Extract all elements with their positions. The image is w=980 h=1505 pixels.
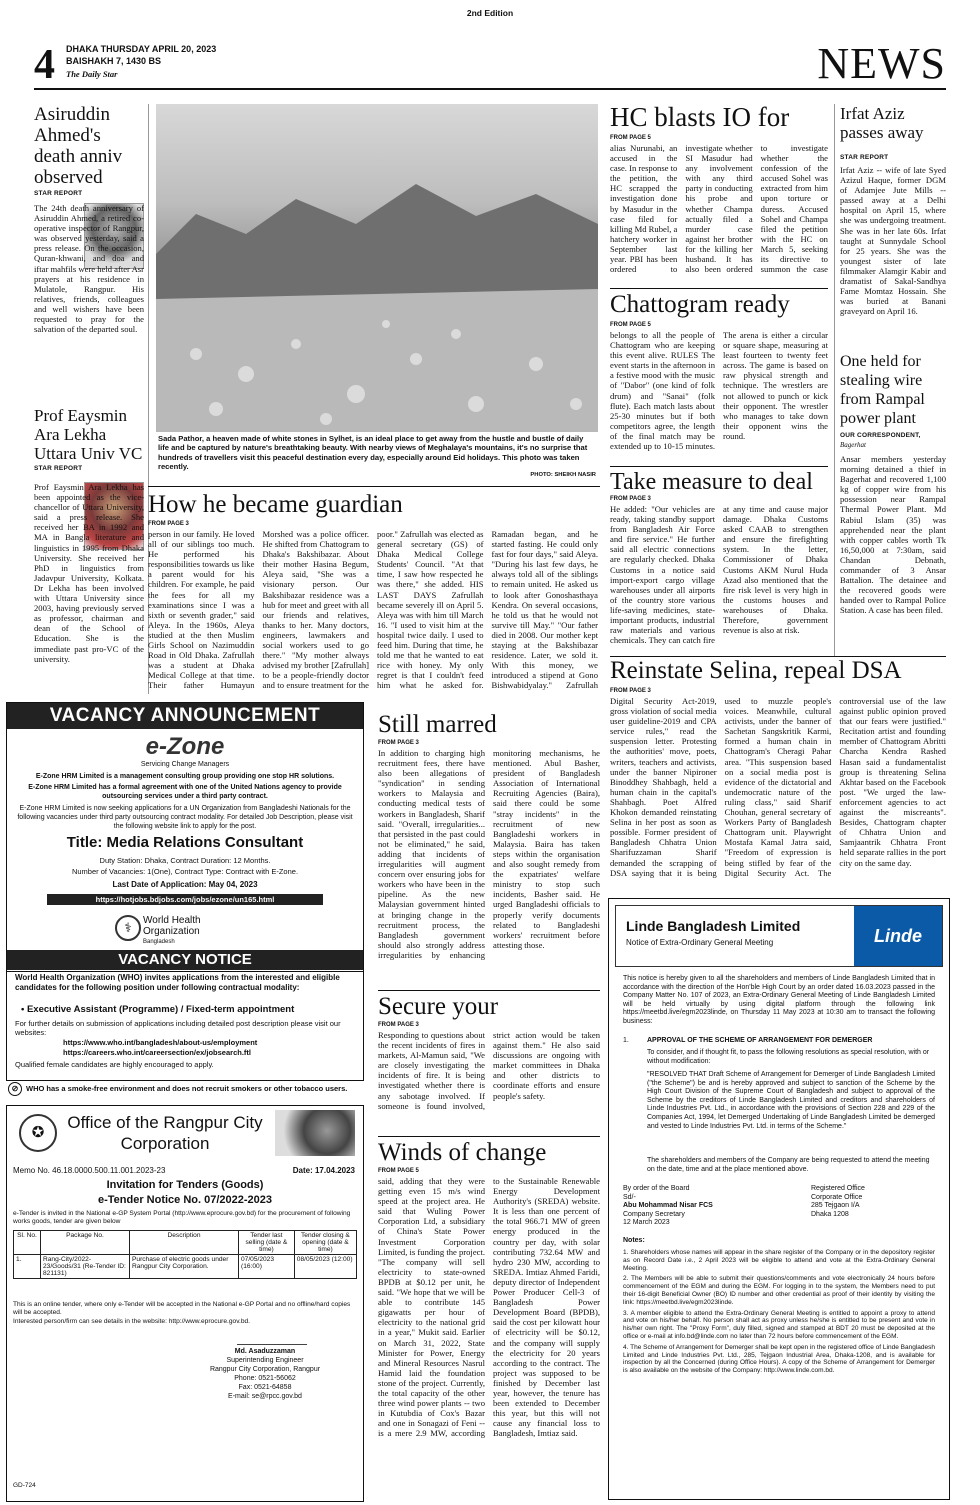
marred-body: In addition to charging high recruitment fees, there have also been allegations of "syndication" in sending workers to Malaysia and conducting medical tests of workers in Bangladesh, Sharif said. "Overall, irregularities... that persisted in the past could not be eliminated," he said, adding that incidents of irregularities will augment concern over ensuring jobs for workers who have been in the pipeline. As the new Malaysian government hinted at bringing change in the recruitment process, the Bangladesh government should also strongly address irregularities by enhancing monitoring mechanisms, he mentioned. Abul Basher, president of Bangladesh Association of International Recruiting Agencies (Baira), said there could be some "stray incidents" in the recruitment of new Bangladeshi workers in Malaysia. Baira has taken steps within the organisation and also sought remedy from the expatriates' welfare ministry to stop such incidents, Basher said. He urged Bangladeshi officials to properly verify documents related to Bangladeshi workers' recruitment before attesting those.	[378, 748, 600, 960]
rangpur-intro: e-Tender is invited in the National e-GP System Portal (http://www.eprocure.gov.bd) for the procurement of following works goods, tender are given below	[13, 1210, 351, 1225]
linde-subtitle: Notice of Extra-Ordinary General Meeting	[626, 938, 774, 947]
tender-cell: 08/05/2023 (12:00)	[294, 1255, 356, 1279]
who-ad	[6, 970, 364, 1081]
tender-header: Tender last selling (date & time)	[239, 1231, 295, 1255]
linde-note: 4. The Scheme of Arrangement for Demerger shall be kept open in the registered office of Linde Bangladesh Limited and Linde Industries Pvt. Ltd., 285, Tejgaon Industrial Area, Dhaka-1208, and is available for inspection by all the Concerned (during Office Hours). A copy of the Scheme of Arrangement for Demerger is also available on the website of the Company: http://www.linde.com.bd.	[623, 1343, 935, 1375]
tender-header: Description	[130, 1231, 239, 1255]
section-rule	[378, 990, 600, 991]
ezone-logo: e-Zone	[145, 733, 225, 760]
who-link-employment[interactable]: https://www.who.int/bangladesh/about-us/employment	[63, 1038, 258, 1047]
linde-sign-line: 12 March 2023	[623, 1219, 670, 1227]
sada-pathor-photo	[156, 104, 598, 432]
tender-cell: 07/05/2023 (16:00)	[239, 1255, 295, 1279]
rangpur-email[interactable]: E-mail: se@rpcc.gov.bd	[228, 1393, 302, 1400]
linde-sign-line: Abu Mohammad Nisar FCS	[623, 1202, 713, 1210]
section-title: NEWS	[817, 39, 946, 88]
rangpur-office: Office of the Rangpur City Corporation	[67, 1113, 263, 1153]
no-smoking-icon: ⊘	[8, 1082, 22, 1096]
who-smoke-free	[8, 1082, 358, 1096]
secure-headline: Secure your	[378, 993, 499, 1020]
tender-header: Tender closing & opening (date & time)	[294, 1231, 356, 1255]
tender-cell: Rang-City/2022-23/Goods/31 (Re-Tender ID: 821131)	[41, 1255, 130, 1279]
rangpur-seal-icon: ✪	[19, 1114, 57, 1152]
linde-right-address	[811, 1185, 865, 1219]
irfat-byline: STAR REPORT	[840, 154, 889, 161]
winds-body: said, adding that they were getting even 15 m/s wind speed at the project area. He said that Wuling Power Corporation Ltd, a subsidiary of China's State Power Investment Corporation Limited, is funding the project. "The company will sell electricity to state-owned BPDB at $0.12 per unit, he said. "We hope that we will be able to contribute 145 gigawatts per hour of electricity to the national grid in a year," Mukit said. Earlier on March 31, 2022, State Minister for Power, Energy and Mineral Resources Nasrul Hamid laid the foundation stone of the project. Currently, the total capacity of the other three wind power plants -- two in Kutubdia of Cox's Bazar and one in Sonagazi of Feni -- is a mere 2.9 MW, according to the Sustainable Renewable Energy Development Authority's (SREDA) website. It is less than one percent of the total 966.71 MW of green energy produced in the country per day, with solar contributing 732.64 MW and hydro 230 MW, according to SREDA. Imtiaz Ahmed Faridi, deputy director of Independent Power Producer Cell-3 of Bangladesh Power Development Board (BPDB), said the cost per kilowatt hour of electricity will be $0.12, and the company will supply the electricity for 20 years according to the contract. The project was supposed to be finished by December last year, however, the tenure has been extended to December this year, but this will not cause any financial loss to Bangladesh, Imtiaz said.	[378, 1176, 600, 1439]
eaysmin-body: Prof Eaysmin Ara Lekha has been appointed as the vice-chancellor of Uttara University, said a press release. She received her BA in 1992 and MA in Bangla literature and linguistics in 1995 from Dhaka University. She received her PhD in linguistics from Jadavpur University, Kolkata. Dr Lekha has been involved with Uttara University since 2003, having previously served as professor, chairman and dean of the School of Education. She is the immediate past pro-VC of the university.	[34, 482, 144, 664]
rangpur-code: GD-724	[13, 1482, 36, 1489]
tender-header-row	[14, 1231, 357, 1255]
irfat-headline: Irfat Aziz passes away	[840, 104, 924, 142]
ezone-intro-1: E-Zone HRM Limited is a management consulting group providing one stop HR solutions.	[35, 773, 335, 780]
winds-headline: Winds of change	[378, 1139, 547, 1166]
rampal-body: Ansar members yesterday morning detained a thief in Bagerhat and recovered 1,100 kg of copper wire from his possession near Rampal Thermal Power Plant. Md Rabiul Islam (35) was apprehended near the plant with copper cables worth Tk 16,50,000 at 7:30am, said Chandan Debnath, commander of 3 Ansar Battalion. The detainee and the recovered goods were handed over to Rampal Police Station. A case has been filed.	[840, 454, 946, 616]
rangpur-sign-name: Md. Asaduzzaman	[234, 1348, 296, 1355]
who-qualified-note: Qualified female candidates are highly encouraged to apply.	[15, 1060, 214, 1069]
ezone-intro-2: E-Zone HRM Limited has a formal agreement with one of the United Nations agency to provide outsourcing services under a third party contract.	[28, 784, 342, 800]
selina-dateline: FROM PAGE 3	[610, 688, 651, 694]
rangpur-phone: Phone: 0521-56062	[234, 1375, 296, 1382]
section-rule	[610, 466, 828, 467]
linde-sign-line: By order of the Board	[623, 1185, 690, 1192]
photo-credit: PHOTO: SHEIKH NASIR	[530, 472, 596, 478]
rangpur-sign-org: Rangpur City Corporation, Rangpur	[209, 1366, 321, 1373]
linde-request: The shareholders and members of the Company are being requested to attend the meeting on the date, time and at the place mentioned above.	[647, 1157, 930, 1173]
who-details: For further details on submission of applications including detailed post description please visit our websites:	[15, 1019, 341, 1037]
who-banner: VACANCY NOTICE	[7, 950, 363, 970]
linde-address-line: Registered Office	[811, 1185, 865, 1192]
rangpur-memo: Memo No. 46.18.0000.500.11.001.2023-23	[13, 1166, 166, 1175]
linde-header	[615, 905, 943, 967]
winds-dateline: FROM PAGE 5	[378, 1168, 419, 1174]
linde-notes	[623, 1249, 935, 1378]
rangpur-note-1: This is an online tender, where only e-Tender will be accepted in the National e-GP Portal and no offline/hard copies will be accepted.	[13, 1301, 351, 1316]
linde-notes-title: Notes:	[623, 1237, 645, 1244]
rampal-byline: OUR CORRESPONDENT,	[840, 432, 921, 439]
ezone-ad	[6, 702, 364, 972]
linde-address-line: Corporate Office	[811, 1193, 863, 1201]
tender-table	[13, 1230, 357, 1279]
edition-label: 2nd Edition	[466, 8, 514, 18]
chattogram-dateline: FROM PAGE 5	[610, 322, 651, 328]
measure-body: He added: "Our vehicles are ready, taking standby support from Bangladesh Air Force and fire service." He further said all electric connections are regularly checked. Dhaka Customs in a notice said import-export cargo village warehouses under all airports of the country store various life-saving medicines, state-important products, industrial raw materials and various chemicals. They can catch fire at any time and cause major damage. Dhaka Customs asked CAAB to strengthen and ensure the firefighting system. In the letter, Commissioner of Dhaka Customs AKM Nurul Huda Azad also mentioned that the fire risk level is very high in the customs houses and warehouses of Dhaka. Therefore, government revenue is also at risk.	[610, 504, 828, 646]
guardian-headline: How he became guardian	[148, 491, 403, 518]
tender-cell: Purchase of electric goods under Rangpur City Corporation.	[130, 1255, 239, 1279]
linde-left-signature	[623, 1185, 713, 1228]
chattogram-headline: Chattogram ready	[610, 291, 790, 318]
chattogram-body: belongs to all the people of Chattogram who are keeping this event alive. RULES The event starts in the afternoon in a festive mood with the music of "Dabor" (one kind of folk drum) and "Sanai" (folk flute). Each match lasts about 25-30 minutes but if both competitors agree, the length of the final match may be extended up to 10-15 minutes. The arena is either a circular or square shape, measuring at least fourteen to twenty feet across. The game is based on raw physical strength and technique. The wrestlers are not allowed to punch or kick their opponent. The wrestler who manages to take down their opponent wins the round.	[610, 330, 828, 452]
guardian-dateline: FROM PAGE 3	[148, 521, 189, 527]
linde-address-line: 285 Tejgaon I/A	[811, 1202, 860, 1210]
linde-item-title: APPROVAL OF THE SCHEME OF ARRANGEMENT FOR DEMERGER	[647, 1037, 873, 1044]
tender-cell: 1.	[14, 1255, 41, 1279]
who-position: • Executive Assistant (Programme) / Fixed-term appointment	[21, 1004, 295, 1015]
asiruddin-body: The 24th death anniversary of Asiruddin Ahmed, a retired co-operative inspector of Rangpur, was observed yesterday, said a press release. On the occasion, Quran-khwani, and doa and iftar mahfils were held after Asr prayers at his residence in Mulatole, Rangpur. His relatives, friends, colleagues and well wishers have been requested to pray for the salvation of the departed soul.	[34, 203, 144, 335]
who-country: Bangladesh	[143, 939, 175, 945]
rangpur-signature	[237, 1334, 307, 1345]
tender-header: Sl. No.	[14, 1231, 41, 1255]
eaysmin-headline: Prof Eaysmin Ara Lekha Uttara Univ VC	[34, 406, 143, 463]
ezone-vacancies: Number of Vacancies: 1(One), Contract Type: Contract with E-Zone.	[71, 867, 299, 876]
ezone-apply-link[interactable]: https://hotjobs.bdjobs.com/jobs/ezone/un165.html	[47, 894, 323, 905]
hc-body: alias Nurunabi, an accused in the case. In response to the petition, the HC scrapped the investigation done by Masudur in the case filed for killing Md Rubel, a hatchery worker in September last year. PBI has been ordered to investigate whether SI Masudur had any involvement with any third party in conducting his probe and whether Champa actually filed a murder case against her brother for the killing her husband. It has also been ordered to investigate whether the confession of the accused Sohel was extracted from him upon torture or duress. Accused Sohel and Champa filed the petition with the HC on March 5, seeking its directive to summon the case	[610, 143, 828, 275]
linde-note: 3. A member eligible to attend the Extra-Ordinary General Meeting is entitled to appoint a proxy to attend and vote on his/her behalf. No person shall act as proxy unless he/she is entitled to be present and vote in his/her own right. The "Proxy Form", duly filled, signed and stamped at BDT 20 must be deposited at the office or e-mail at info.bd@linde.com no later than 72 hours before commencement of the EGM.	[623, 1309, 935, 1340]
linde-note: 1. Shareholders whose names will appear in the share register of the Company or in the depository register as on Record Date i.e., 2 April 2023 will be eligible to attend and vote at the Extra-Ordinary General Meeting.	[623, 1249, 935, 1272]
tender-header: Package No.	[41, 1231, 130, 1255]
eaysmin-byline: STAR REPORT	[34, 465, 83, 472]
rangpur-sign-title: Superintending Engineer	[226, 1357, 304, 1364]
ezone-job-title: Title: Media Relations Consultant	[66, 834, 304, 851]
masthead-rule	[34, 88, 946, 90]
guardian-body: person in our family. He loved all of our siblings too much. He performed his responsibilities towards us like a parent would for his children. For example, he paid the fees for all my examinations since I was a sixth or seventh grader," said Aleya. In the 1960s, Aleya studied at the then Muslim Girls School on Nazimuddin Road in Old Dhaka. Zafrullah was a student at Dhaka Medical College at that time. Their father Humayun Morshed was a police officer. He shifted from Chattogram to Dhaka's Bakshibazar. About their mother Hasina Begum, Aleya said, "She was a visionary person. Our Bakshibazar residence was a hub for meet and greet with all our friends and relatives, thanks to her. Many doctors, engineers, lawmakers and social workers used to go there." "My mother always advised my brother [Zafrullah] to be a people-friendly doctor and to ensure treatment for the poor." Zafrullah was elected as general secretary (GS) of Dhaka Medical College Students' Council. "At that time, I saw how respected he was there," she added. HIS LAST DAYS Zafrullah became severely ill on April 5. Aleya was with him till March 16. "I used to visit him at the hospital twice daily. I used to feed him. During that time, he told me that he wanted to eat rice with honey. My only regret is that I couldn't feed him what he asked for. Ramadan began, and he started fasting. He could only fast for four days," said Aleya. "During his last few days, he always told all of the siblings to remain united. He asked us to look after Gonoshasthaya Kendra. On several occasions, he told us that he would not survive till May." "Our father died in 2008. Our mother kept staying at the Bakshibazar residence. Later, we sold it. With this money, we introduced a stipend at Gono Bishwabidyalay." Zafrullah	[148, 529, 598, 691]
who-intro: World Health Organization (WHO) invites applications from the interested and eligible candidates for the following position under following contractual modality:	[15, 973, 340, 992]
linde-item-text: To consider, and if thought fit, to pass the following resolutions as special resolution, with or without modification:	[647, 1049, 930, 1065]
secure-body: Responding to questions about the recent incidents of fires in markets, Al-Mamun said, "We are closely investigating the incidents of fire. It is being investigated whether there is any sabotage involved. If someone is found involved, strict action would be taken against them." He also said discussions are ongoing with market committees in Dhaka and other districts to coordinate efforts and ensure people's safety.	[378, 1030, 600, 1111]
selina-body: Digital Security Act-2019, gross violation of social media user guideline-2019 and CPA service rules," read the suspension letter. Protesting the authorities' move, poets, writers, teachers and activists, under the banner Nipironer Binoddhey Shahbagh, held a human chain in the capital's Shahbagh. Poet Alfred Khokon demanded reinstating Selina in her post as soon as possible. Former president of Bangladesh Chhatra Union Sharifuzzaman Sharif demanded the scrapping of DSA saying that it is being used to muzzle people's voices. Meanwhile, cultural activists, under the banner of Sachetan Sangskritik Karmi, formed a human chain in Chattogram's Cheragi Pahar area. "This suspension based on a social media post is evidence of the dictatorial and undemocratic nature of the ruling class," said Sharif Chouhan, general secretary of Workers Party of Bangladesh Chattogram unit. Playwright Mostafa Kamal Jatra said, "Freedom of expression is being stifled by fear of the Digital Security Act. The controversial use of the law against public opinion proved that our fears were justified." Recitation artist and founding member of Chattogram Abritti Charcha Kendra Rashed Hasan said a fundamentalist group is threatening Selina Akhtar based on the Facebook post. "We urged the law-enforcement agencies to act against the miscreants". Besides, Chattogram chapter of Chhatra Union and Samjaantrik Chhatra Front held separate rallies in the port city on the same day.	[610, 696, 946, 878]
date-line: DHAKA THURSDAY APRIL 20, 2023	[66, 44, 217, 54]
page-number: 4	[34, 42, 55, 88]
linde-ad	[608, 898, 950, 1500]
linde-item-number: 1.	[623, 1037, 629, 1044]
ezone-banner: VACANCY ANNOUNCEMENT	[7, 703, 363, 729]
bangla-date: BAISHAKH 7, 1430 BS	[66, 56, 162, 66]
who-logo-icon: ⚕	[115, 915, 141, 941]
selina-headline: Reinstate Selina, repeal DSA	[610, 657, 902, 684]
section-rule	[148, 486, 600, 487]
paper-logo: The Daily Star	[66, 69, 118, 79]
who-link-careers[interactable]: https://careers.who.int/careersection/ex/jobsearch.ftl	[63, 1048, 251, 1057]
ezone-intro-3: E-Zone HRM Limited is now seeking applications for a UN Organization from Bangladeshi Nationals for the following vacancies under third party outsourcing contract modality. For detailed Job Description, please visit the following website link to apply for the post.	[17, 805, 353, 830]
rangpur-title-2: e-Tender Notice No. 07/2022-2023	[97, 1194, 273, 1206]
ezone-logo-tagline: Servicing Change Managers	[140, 761, 230, 768]
linde-sign-line: Sd/-	[623, 1193, 636, 1201]
ezone-deadline: Last Date of Application: May 04, 2023	[112, 880, 258, 889]
hc-headline: HC blasts IO for	[610, 102, 790, 132]
marred-headline: Still marred	[378, 711, 497, 738]
section-rule	[610, 288, 828, 289]
linde-company: Linde Bangladesh Limited	[626, 918, 801, 934]
linde-sign-line: Company Secretary	[623, 1210, 685, 1218]
rangpur-title-1: Invitation for Tenders (Goods)	[106, 1179, 264, 1191]
rangpur-date: Date: 17.04.2023	[292, 1166, 355, 1175]
linde-logo: Linde	[854, 906, 942, 966]
column-divider	[834, 104, 835, 656]
photo-caption: Sada Pathor, a heaven made of white stones in Sylhet, is an ideal place to get away from the hustle and bustle of daily life and be captured by nature's breathtaking beauty. With nearby views of Meghalaya's mountains, it's no surprise that hundreds of travellers visit this peaceful destination every day, especially around Eid holidays. This photo was taken recently.	[158, 434, 588, 472]
rangpur-fax: Fax: 0521-64858	[238, 1384, 292, 1391]
measure-dateline: FROM PAGE 3	[610, 496, 651, 502]
rampal-location: Bagerhat	[840, 441, 866, 449]
irfat-body: Irfat Aziz -- wife of late Syed Azizul Haque, former DGM of Adamjee Jute Mills -- passed away at a Delhi hospital on April 15, where she was undergoing treatment. She was in her late 60s. Irfat taught at Sunnydale School for 25 years. She was the youngest sister of late filmmaker Alamgir Kabir and dramatist of Sakal-Sandhya Fame Momtaz Hossain. She was buried at Banani graveyard on April 16.	[840, 165, 946, 317]
linde-resolution: "RESOLVED THAT Draft Scheme of Arrangement for Demerger of Linde Bangladesh Limited ("the Scheme") be and is hereby approved and subject to sanction of the Scheme by the High Court Division of the Supreme Court of Bangladesh and subject to approval of the Scheme by the creditors of Linde Bangladesh Limited and creditors and shareholders of Linde Industries Pvt. Ltd., in accordance with the provisions of Section 228 and 229 of the Companies Act, 1994, let Demerged Undertaking of Linde Bangladesh Limited be demerged and vested to Linde Industries Pvt. Ltd. in terms of the Scheme."	[647, 1071, 935, 1130]
rangpur-portrait	[275, 1110, 355, 1156]
section-rule	[378, 1136, 600, 1137]
table-row	[14, 1255, 357, 1279]
secure-dateline: FROM PAGE 3	[378, 1022, 419, 1028]
asiruddin-byline: STAR REPORT	[34, 190, 83, 197]
measure-headline: Take measure to deal	[610, 469, 813, 495]
rangpur-ad	[6, 1105, 364, 1502]
hc-dateline: FROM PAGE 5	[610, 135, 651, 141]
who-smoke-text: WHO has a smoke-free environment and does not recruit smokers or other tobacco users.	[26, 1083, 348, 1093]
rampal-headline: One held for stealing wire from Rampal power plant	[840, 353, 925, 427]
landscape-illustration	[156, 104, 598, 432]
marred-dateline: FROM PAGE 3	[378, 740, 419, 746]
ezone-duty-station: Duty Station: Dhaka, Contract Duration: 12 Months.	[99, 856, 271, 865]
who-org-name: World Health Organization	[143, 915, 201, 937]
who-position-text: Executive Assistant (Programme) / Fixed-term appointment	[26, 1004, 295, 1015]
linde-note: 2. The Members will be able to submit their questions/comments and vote electronically 24 hours before commencement of the EGM and during the EGM. For logging in to the system, the Members need to put their 16-digit Beneficial Owner (BO) ID number and other credential as proof of their identity by visiting the link: https://meetbd.live/egm2023linde.	[623, 1275, 935, 1306]
asiruddin-headline: Asiruddin Ahmed's death anniv observed	[34, 104, 123, 188]
rangpur-note-2: Interested person/firm can see details in the website: http://www.eprocure.gov.bd.	[13, 1318, 251, 1325]
linde-intro: This notice is hereby given to all the shareholders and members of Linde Bangladesh Limited that in accordance with the direction of the Hon'ble High Court by an order dated 16.03.2023 passed in the Company Matter No. 107 of 2023, an Extra-Ordinary General Meeting of Linde Bangladesh Limited will be held virtually by using digital platform through the following link https://meetbd.live/egm2023linde, on Thursday 11 May 2023 at 10:30 am to transact the following business:	[623, 975, 935, 1025]
linde-address-line: Dhaka 1208	[811, 1210, 849, 1218]
